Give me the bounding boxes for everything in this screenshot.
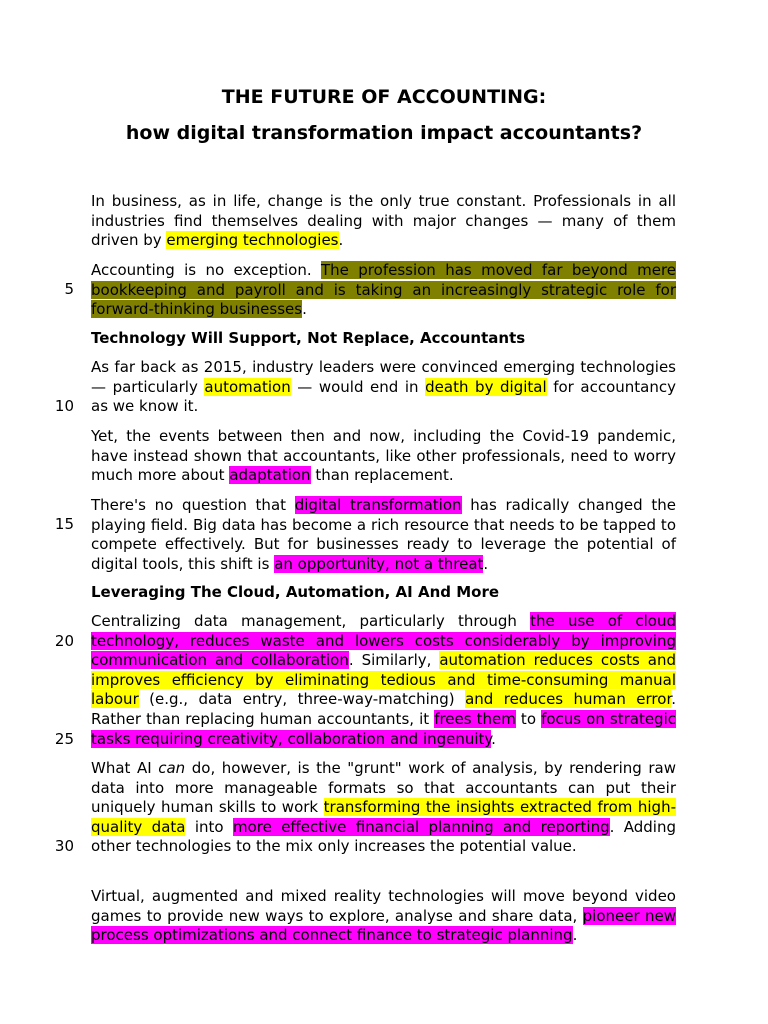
highlight-yellow: emerging technologies <box>166 231 339 250</box>
line-number: 25 <box>54 730 74 748</box>
highlight-yellow: and reduces human error <box>465 690 672 709</box>
line-number: 15 <box>54 515 74 533</box>
text-run: What AI <box>91 759 159 777</box>
text-run: . Rather than replacing human accountants, it <box>91 690 677 728</box>
highlight-magenta: focus on strategic tasks requiring creativity, collaboration and ingenuity <box>91 709 676 748</box>
line-number: 10 <box>54 397 74 415</box>
paragraph-1 <box>91 192 676 251</box>
section-heading-1: Technology Will Support, Not Replace, Accountants <box>91 329 526 347</box>
text-run: In business, as in life, change is the only true constant. Professionals in all industries find themselves dealing with major changes — many of them driven by <box>91 192 676 250</box>
highlight-olive: The profession has moved far beyond mere bookkeeping and payroll and is taking an increasingly strategic role for forward-thinking businesses <box>91 261 677 319</box>
text-run: . <box>572 926 578 945</box>
highlight-magenta: pioneer new process optimizations and connect finance to strategic planning <box>91 906 676 945</box>
text-run: than replacement. <box>310 466 454 485</box>
text-run: . Adding other technologies to the mix only increases the potential value. <box>91 817 676 856</box>
paragraph-4 <box>91 427 676 486</box>
document-subtitle: how digital transformation impact accountants? <box>125 122 643 144</box>
text-run: . <box>338 231 344 250</box>
document-title: THE FUTURE OF ACCOUNTING: <box>221 86 547 108</box>
text-run: As far back as 2015, industry leaders were convinced emerging technologies — particularly <box>91 358 676 396</box>
highlight-magenta: frees them <box>434 709 516 728</box>
line-number: 30 <box>54 837 74 855</box>
paragraph-2 <box>91 261 676 320</box>
text-run: Accounting is no exception. <box>91 261 322 279</box>
text-run: Yet, the events between then and now, including the Covid-19 pandemic, have instead shown that accountants, like other professionals, need to worry much more about <box>91 427 676 485</box>
line-number: 20 <box>54 632 74 650</box>
text-run: There's no question that <box>91 496 295 514</box>
highlight-yellow: death by digital <box>425 377 547 396</box>
text-run: . <box>491 729 496 748</box>
text-run: do, however, is the "grunt" work of analysis, by rendering raw data into more manageable formats so that accountants can put their uniquely human skills to work <box>91 759 676 817</box>
emphasis: can <box>158 759 186 777</box>
line-number: 5 <box>64 280 74 298</box>
section-heading-2: Leveraging The Cloud, Automation, AI And More <box>91 583 500 601</box>
highlight-yellow: transforming the insights extracted from high-quality data <box>91 798 676 836</box>
highlight-magenta: an opportunity, not a threat <box>274 554 484 573</box>
paragraph-8 <box>91 887 676 946</box>
highlight-yellow: automation <box>204 377 291 396</box>
highlight-magenta: digital transformation <box>294 496 462 514</box>
text-run: into <box>185 817 233 836</box>
highlight-magenta: adaptation <box>229 466 311 485</box>
highlight-yellow: automation reduces costs and improves efficiency by eliminating tedious and time-consuming manual labour <box>91 651 676 709</box>
paragraph-5 <box>91 496 676 574</box>
text-run: (e.g., data entry, three-way-matching) <box>138 690 466 709</box>
text-run: has radically changed the playing field. Big data has become a rich resource that needs to be tapped to compete effectively. But for businesses ready to leverage the potential of digital tools, this shift is <box>91 496 676 573</box>
text-run: Virtual, augmented and mixed reality technologies will move beyond video games to provide new ways to explore, analyse and share data, <box>91 887 676 925</box>
text-run: for accountancy as we know it. <box>91 377 676 416</box>
highlight-magenta: the use of cloud technology, reduces waste and lowers costs considerably by improving communication and collaboration <box>91 612 676 670</box>
text-run: to <box>515 709 542 728</box>
paragraph-6 <box>91 612 676 749</box>
text-run: . Similarly, <box>348 651 440 670</box>
text-run: . <box>302 300 307 319</box>
text-run: . <box>483 554 489 573</box>
text-run: Centralizing data management, particularly through <box>91 612 531 630</box>
highlight-magenta: more effective financial planning and reporting <box>232 817 610 836</box>
paragraph-3 <box>91 358 676 417</box>
paragraph-7 <box>91 759 676 857</box>
text-run: — would end in <box>290 377 426 396</box>
